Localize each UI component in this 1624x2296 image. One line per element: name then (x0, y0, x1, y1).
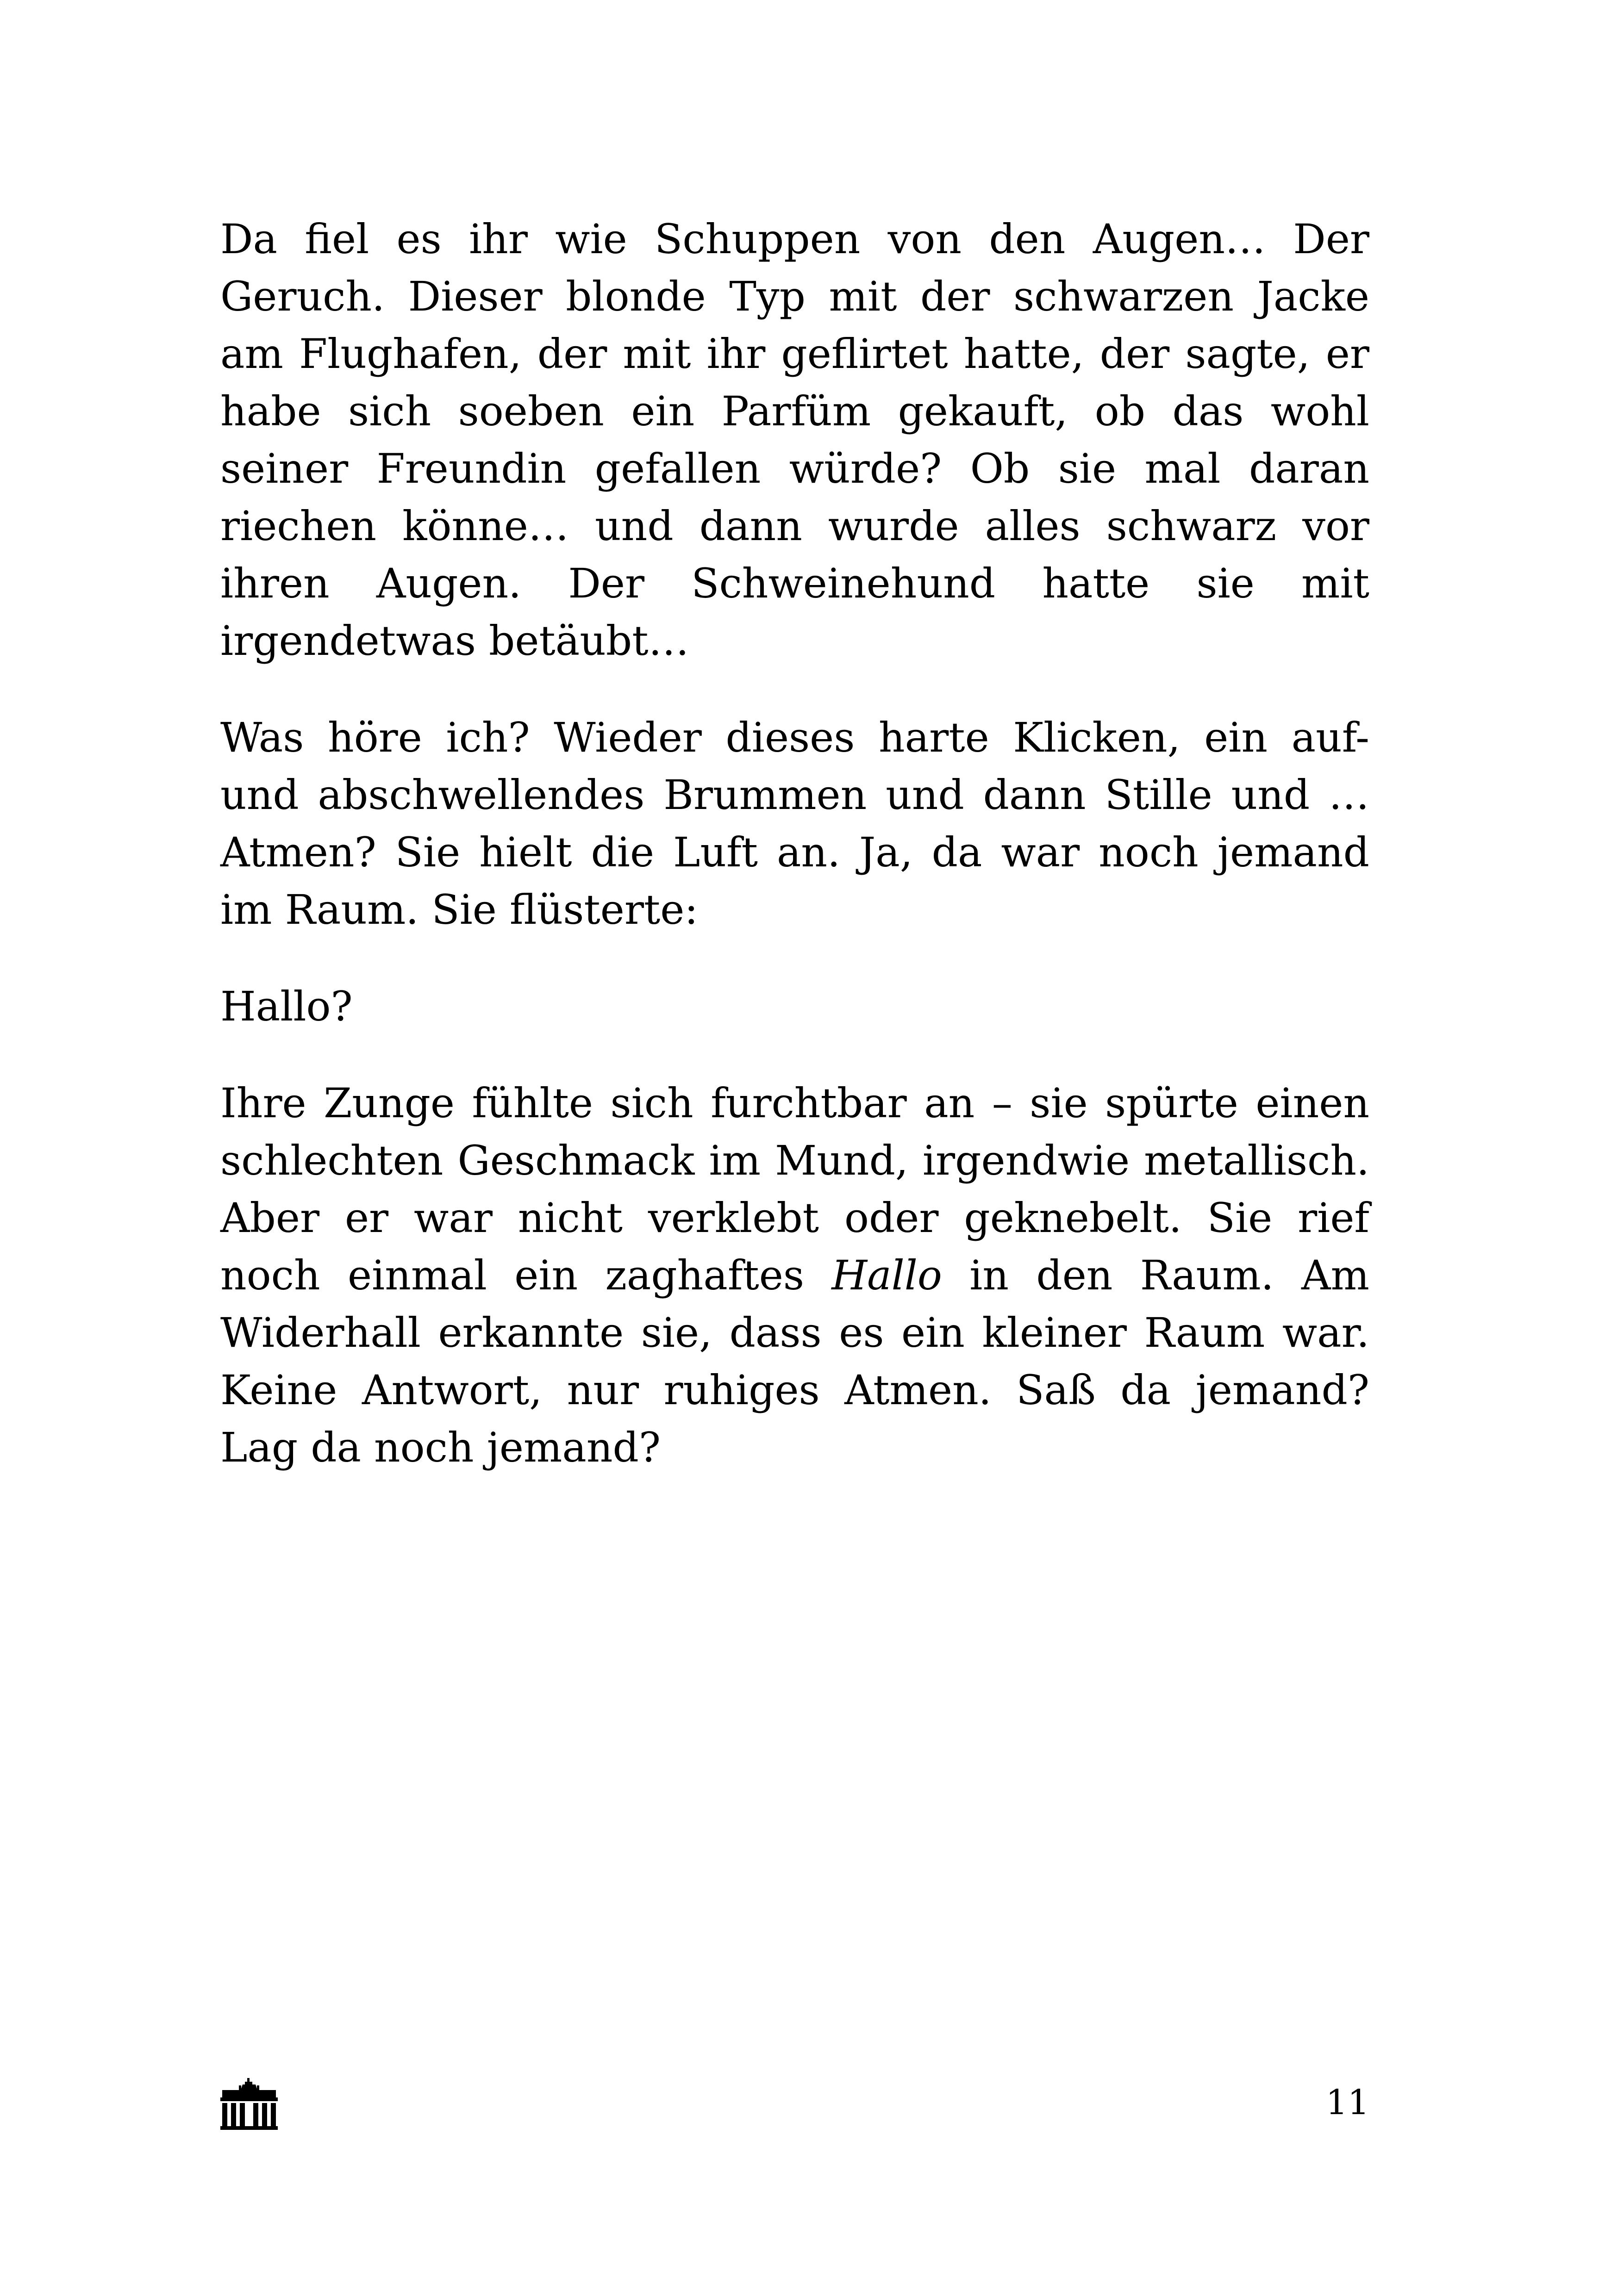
brandenburg-gate-icon (220, 2078, 278, 2130)
paragraph-4-text-before: Ihre Zunge fühlte sich furchtbar an – sie spürte einen schlechten Geschmack im Mund, irgendwie metallisch. Aber er war nicht verklebt oder geknebelt. Sie rief noch einmal ein zaghaftes (220, 1079, 1369, 1299)
body-text (220, 211, 1369, 1476)
paragraph-1: Da fiel es ihr wie Schuppen von den Augen… Der Geruch. Dieser blonde Typ mit der schwarzen Jacke am Flughafen, der mit ihr geflirtet hatte, der sagte, er habe sich soeben ein Parfüm gekauft, ob das wohl seiner Freundin gefallen würde? Ob sie mal daran riechen könne… und dann wurde alles schwarz vor ihren Augen. Der Schweinehund hatte sie mit irgendetwas betäubt… (220, 215, 1369, 665)
paragraph-3: Hallo? (220, 983, 353, 1030)
page-number: 11 (1325, 2083, 1369, 2122)
paragraph-4 (220, 1075, 1369, 1476)
paragraph-4-emphasis: Hallo (831, 1251, 942, 1299)
paragraph-4-text-after: in den Raum. Am Widerhall erkannte sie, dass es ein kleiner Raum war. Keine Antwort, nur ruhiges Atmen. Saß da jemand? Lag da noch jemand? (220, 1251, 1369, 1471)
paragraph-2: Was höre ich? Wieder dieses harte Klicken, ein auf- und abschwellendes Brummen und dann Stille und … Atmen? Sie hielt die Luft an. Ja, da war noch jemand im Raum. Sie flüsterte: (220, 714, 1369, 933)
